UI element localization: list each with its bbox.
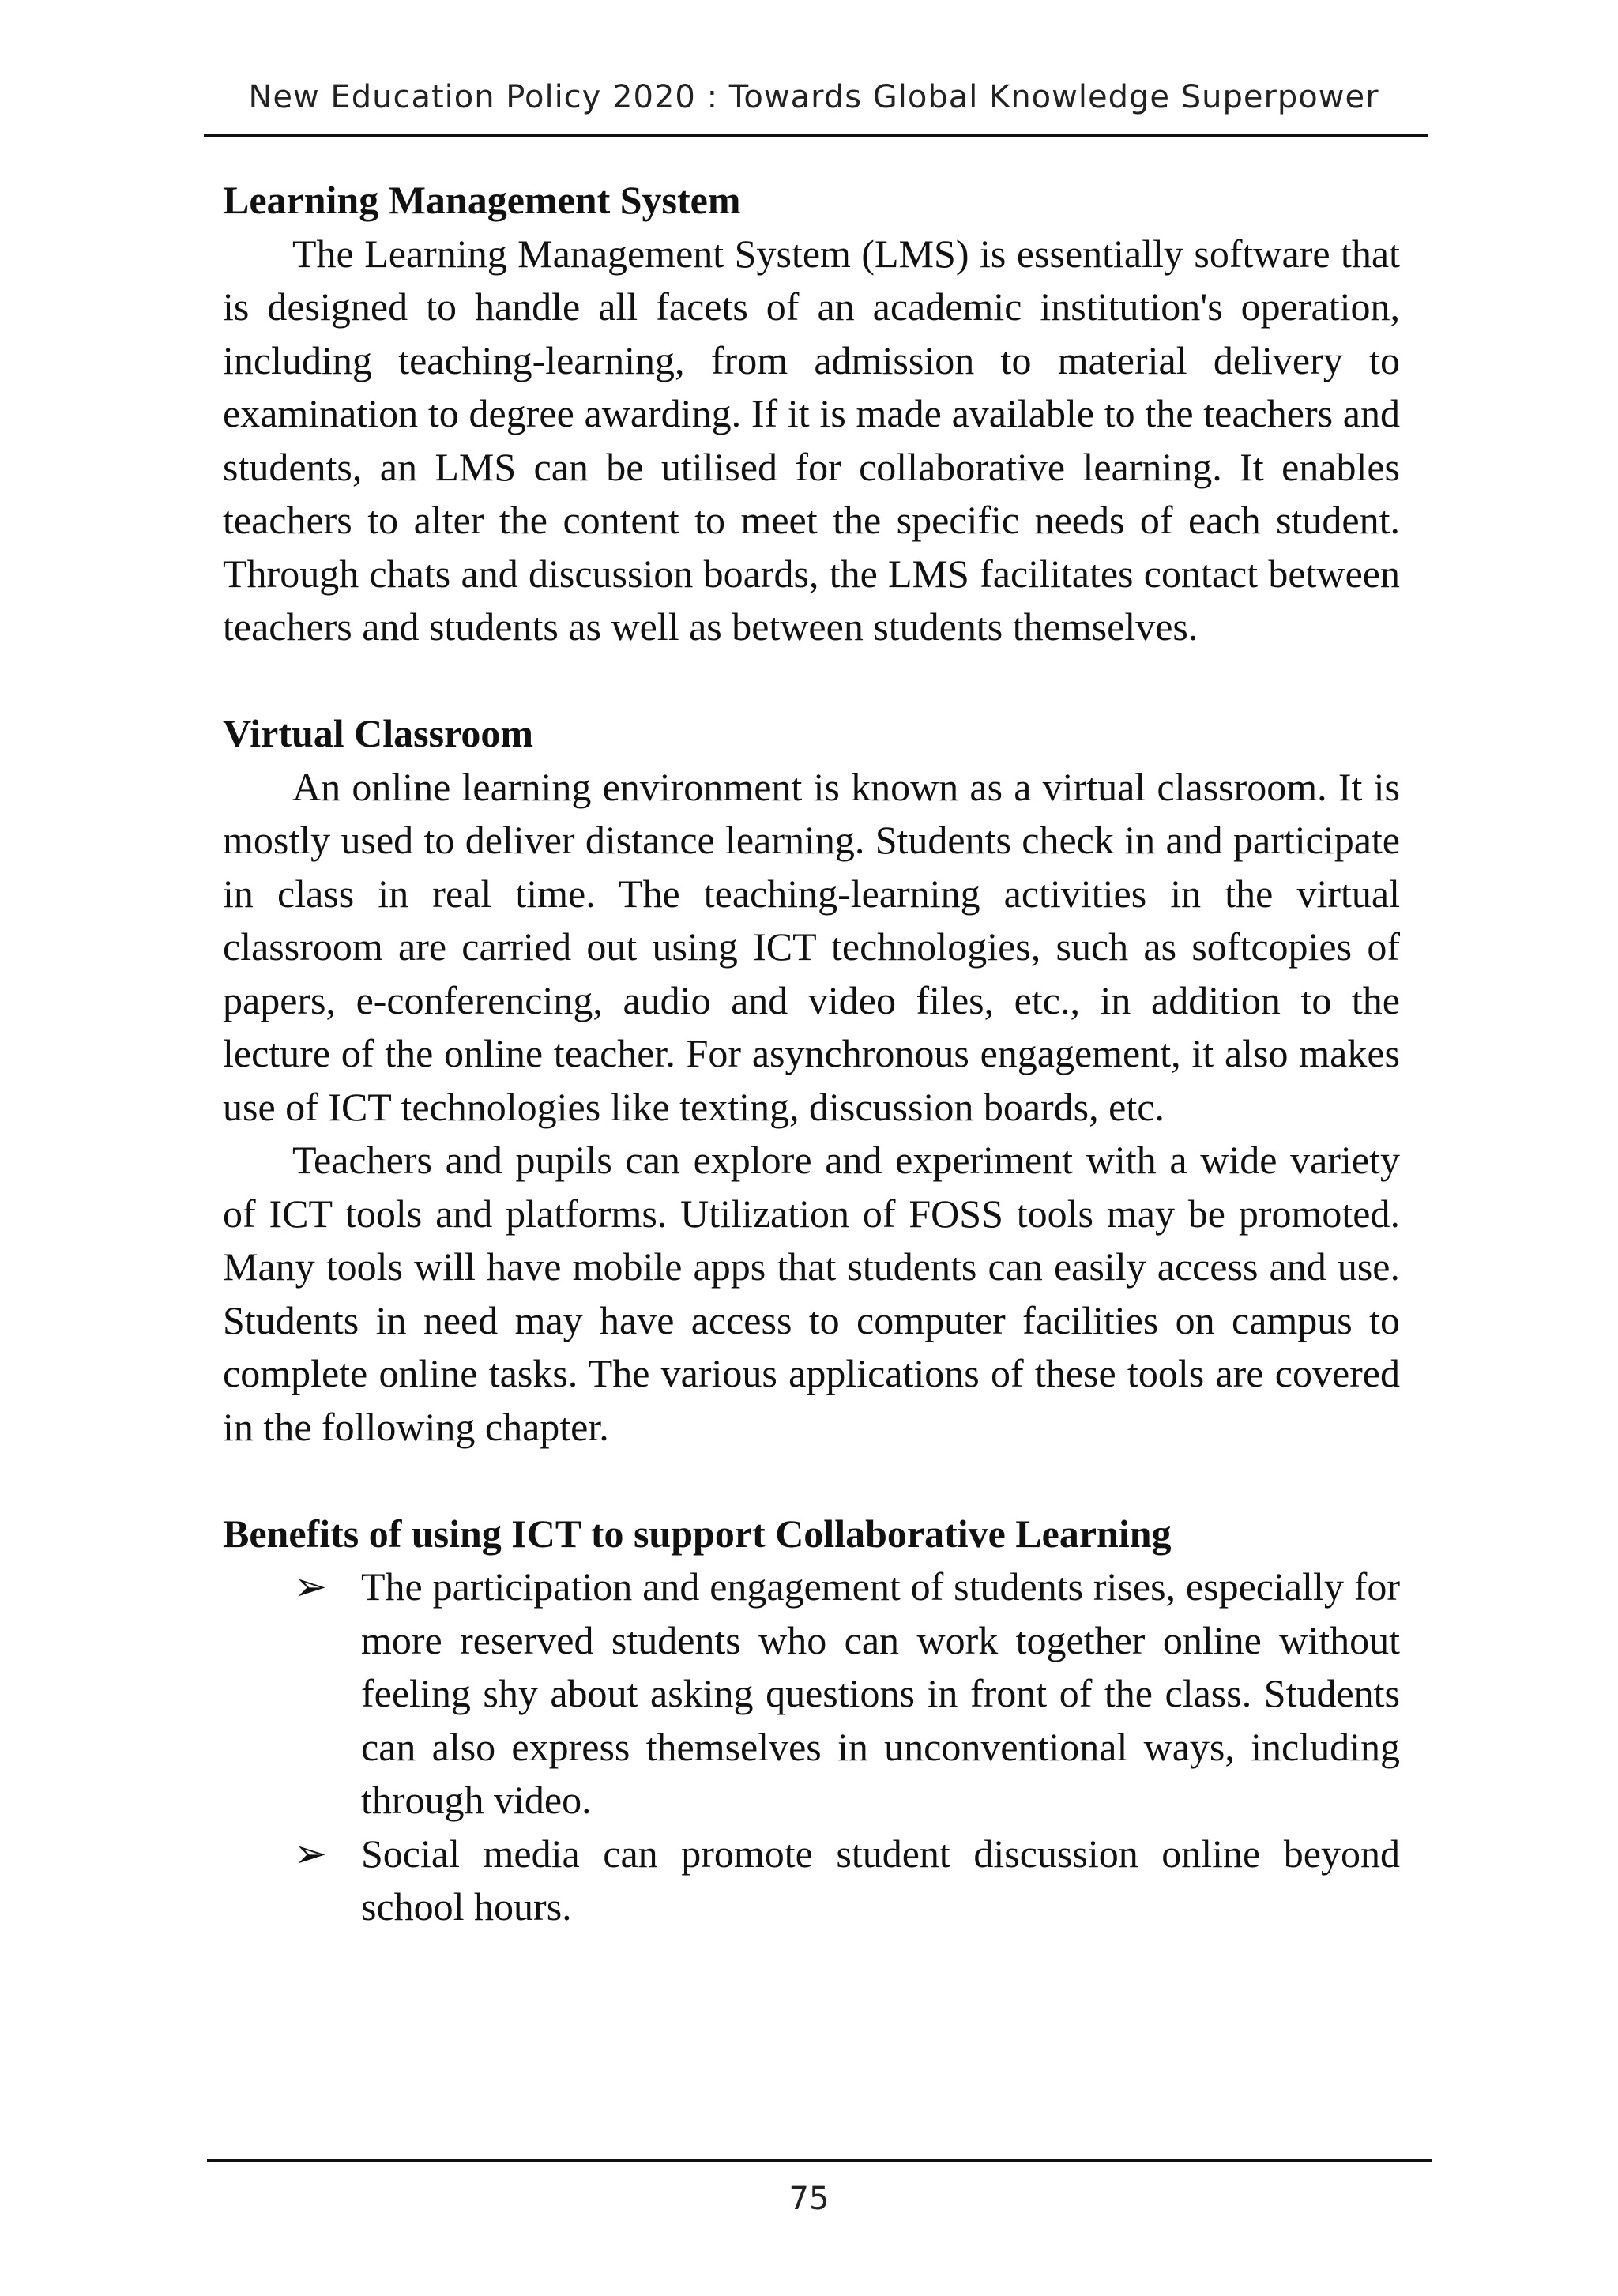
page-body bbox=[223, 174, 1400, 1934]
list-item-text: The participation and engagement of students rises, especially for more reserved students who can work together online without feeling shy about asking questions in front of the class. Students can also express themselves in unconventional ways, including through video. bbox=[361, 1564, 1400, 1822]
lms-heading: Learning Management System bbox=[223, 178, 741, 222]
section-spacer bbox=[223, 654, 1400, 708]
list-item bbox=[223, 1827, 1400, 1934]
arrow-bullet-icon: ➢ bbox=[294, 1564, 327, 1609]
virtual-classroom-paragraph-1: An online learning environment is known as a virtual classroom. It is mostly used to deliver distance learning. Students check in and participate in class in real time. The teaching-learning activities in the virtual classroom are carried out using ICT technologies, such as softcopies of papers, e-conferencing, audio and video files, etc., in addition to the lecture of the online teacher. For asynchronous engagement, it also makes use of ICT technologies like texting, discussion boards, etc. bbox=[223, 764, 1400, 1129]
page-number: 75 bbox=[788, 2181, 830, 2217]
arrow-bullet-icon: ➢ bbox=[294, 1831, 327, 1876]
virtual-classroom-heading: Virtual Classroom bbox=[223, 711, 534, 755]
benefits-heading: Benefits of using ICT to support Collaborative Learning bbox=[223, 1511, 1172, 1556]
running-header: New Education Policy 2020 : Towards Global Knowledge Superpower bbox=[248, 79, 1379, 115]
lms-paragraph: The Learning Management System (LMS) is essentially software that is designed to handle all facets of an academic institution's operation, including teaching-learning, from admission to material delivery to examination to degree awarding. If it is made available to the teachers and students, an LMS can be utilised for collaborative learning. It enables teachers to alter the content to meet the specific needs of each student. Through chats and discussion boards, the LMS facilitates contact between teachers and students as well as between students themselves. bbox=[223, 231, 1400, 649]
section-spacer bbox=[223, 1454, 1400, 1507]
virtual-classroom-paragraph-2: Teachers and pupils can explore and experiment with a wide variety of ICT tools and platforms. Utilization of FOSS tools may be promoted. Many tools will have mobile apps that students can easily access and use. Students in need may have access to computer facilities on campus to complete online tasks. The various applications of these tools are covered in the following chapter. bbox=[223, 1138, 1400, 1449]
header-divider bbox=[204, 134, 1428, 137]
list-item-text: Social media can promote student discussion online beyond school hours. bbox=[361, 1831, 1400, 1929]
list-item bbox=[223, 1560, 1400, 1827]
footer-divider bbox=[207, 2159, 1432, 2162]
benefits-list bbox=[223, 1560, 1400, 1934]
